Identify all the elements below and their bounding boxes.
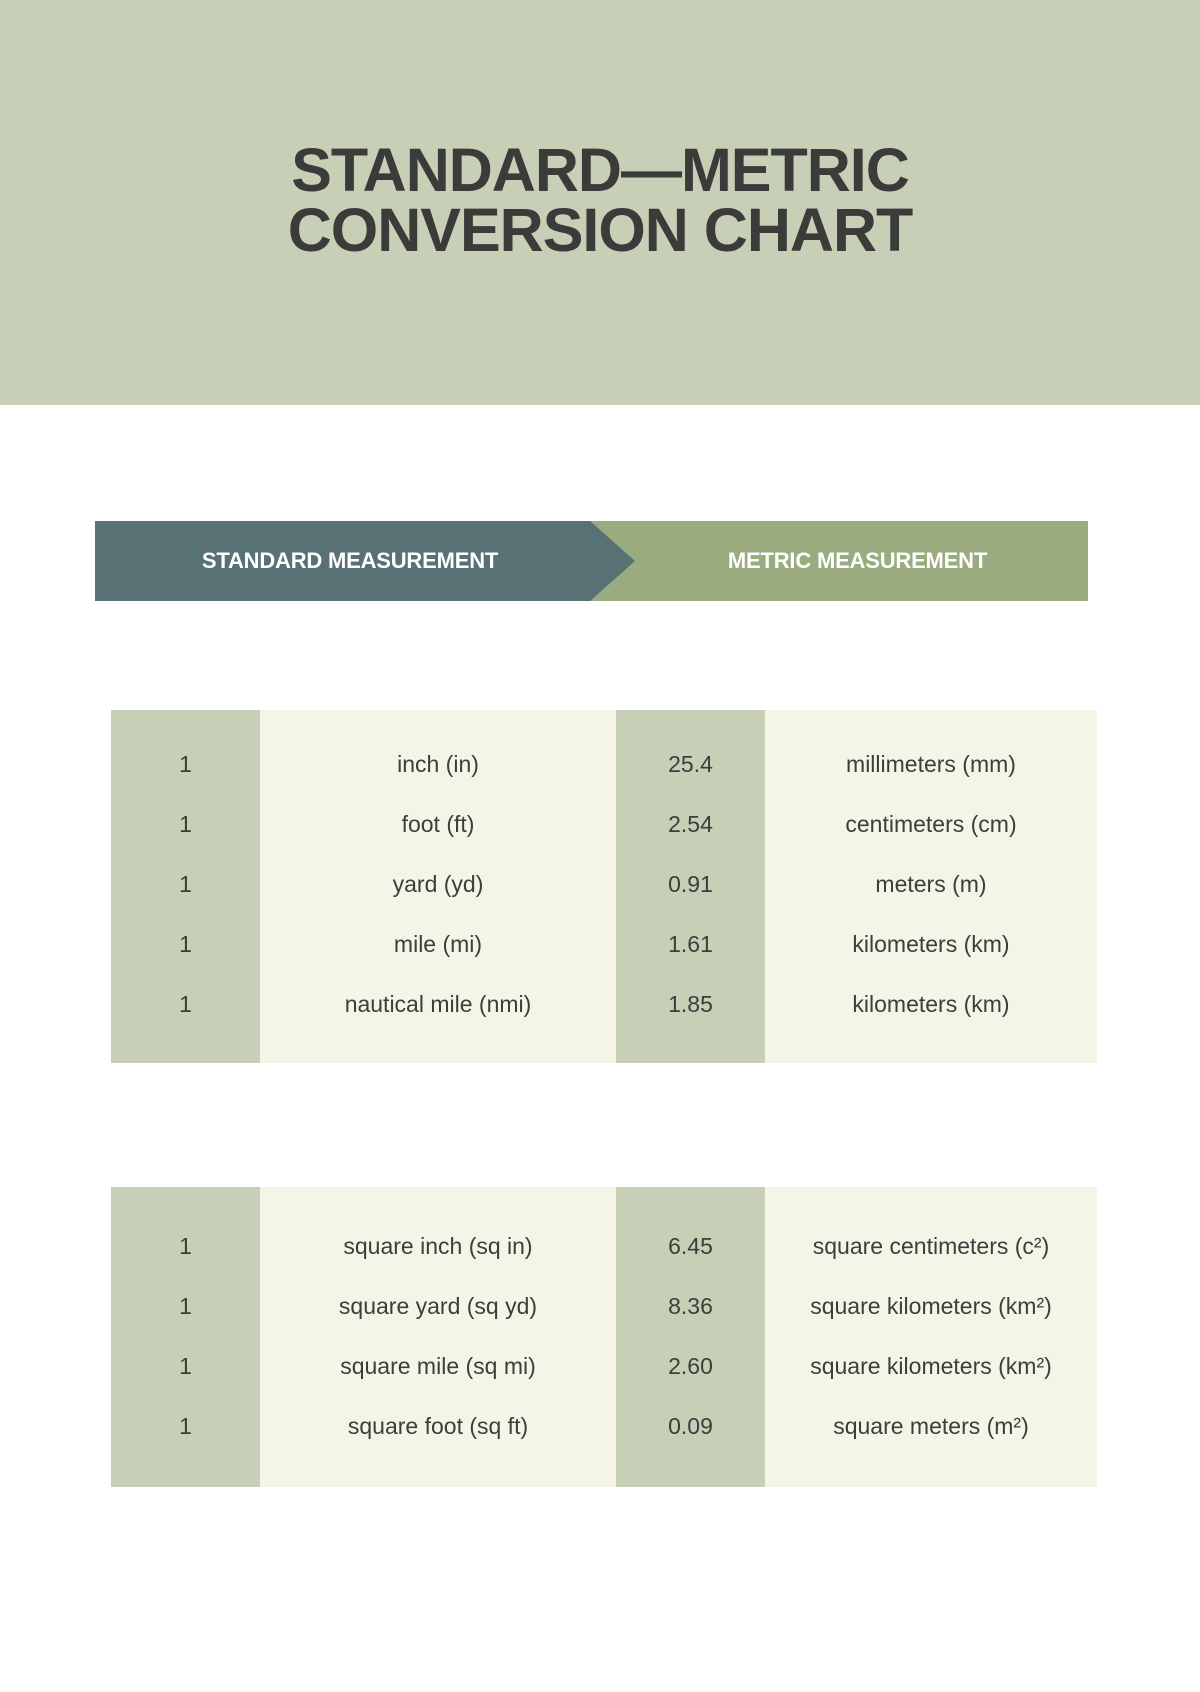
table-row <box>111 1336 1097 1396</box>
header-banner <box>0 0 1200 405</box>
value-cell: 0.09 <box>668 1413 713 1439</box>
metric-unit-cell: square centimeters (c²) <box>812 1233 1050 1259</box>
table-row <box>111 1396 1097 1456</box>
value-cell: 2.60 <box>668 1353 713 1379</box>
standard-unit-cell: square inch (sq in) <box>343 1233 533 1259</box>
qty-cell: 1 <box>179 931 192 957</box>
table-row <box>111 974 1097 1034</box>
metric-unit-cell: kilometers (km) <box>852 931 1010 957</box>
length-conversion-table <box>111 710 1097 1063</box>
value-cell: 25.4 <box>668 751 713 777</box>
table-row <box>111 914 1097 974</box>
qty-cell: 1 <box>179 1293 192 1319</box>
value-cell: 1.61 <box>668 931 713 957</box>
metric-unit-cell: square meters (m²) <box>833 1413 1029 1439</box>
standard-unit-cell: square foot (sq ft) <box>347 1413 529 1439</box>
column-header-banner <box>95 521 1088 601</box>
standard-unit-cell: mile (mi) <box>393 931 483 957</box>
standard-unit-cell: square mile (sq mi) <box>340 1353 536 1379</box>
qty-cell: 1 <box>179 811 192 837</box>
metric-unit-cell: centimeters (cm) <box>845 811 1017 837</box>
value-cell: 6.45 <box>668 1233 713 1259</box>
metric-unit-cell: millimeters (mm) <box>846 751 1016 777</box>
metric-measurement-label: METRIC MEASUREMENT <box>727 548 988 573</box>
value-cell: 2.54 <box>668 811 713 837</box>
standard-measurement-label: STANDARD MEASUREMENT <box>201 548 499 573</box>
qty-cell: 1 <box>179 1353 192 1379</box>
standard-unit-cell: square yard (sq yd) <box>338 1293 538 1319</box>
qty-cell: 1 <box>179 751 192 777</box>
title-line-2: CONVERSION CHART <box>287 196 913 264</box>
title-line-1: STANDARD—METRIC <box>291 136 909 204</box>
qty-cell: 1 <box>179 1233 192 1259</box>
area-conversion-table <box>111 1187 1097 1487</box>
value-cell: 8.36 <box>668 1293 713 1319</box>
standard-unit-cell: nautical mile (nmi) <box>344 991 532 1017</box>
qty-cell: 1 <box>179 1413 192 1439</box>
metric-unit-cell: kilometers (km) <box>852 991 1010 1017</box>
metric-unit-cell: square kilometers (km²) <box>810 1353 1052 1379</box>
table-row <box>111 1216 1097 1276</box>
metric-unit-cell: square kilometers (km²) <box>810 1293 1052 1319</box>
value-cell: 0.91 <box>668 871 713 897</box>
metric-unit-cell: meters (m) <box>875 871 987 897</box>
standard-unit-cell: foot (ft) <box>401 811 475 837</box>
standard-unit-cell: yard (yd) <box>392 871 484 897</box>
table-row <box>111 794 1097 854</box>
table-row <box>111 1276 1097 1336</box>
qty-cell: 1 <box>179 991 192 1017</box>
page-title <box>0 136 1200 264</box>
standard-unit-cell: inch (in) <box>397 751 479 777</box>
table-row <box>111 854 1097 914</box>
value-cell: 1.85 <box>668 991 713 1017</box>
qty-cell: 1 <box>179 871 192 897</box>
table-row <box>111 734 1097 794</box>
